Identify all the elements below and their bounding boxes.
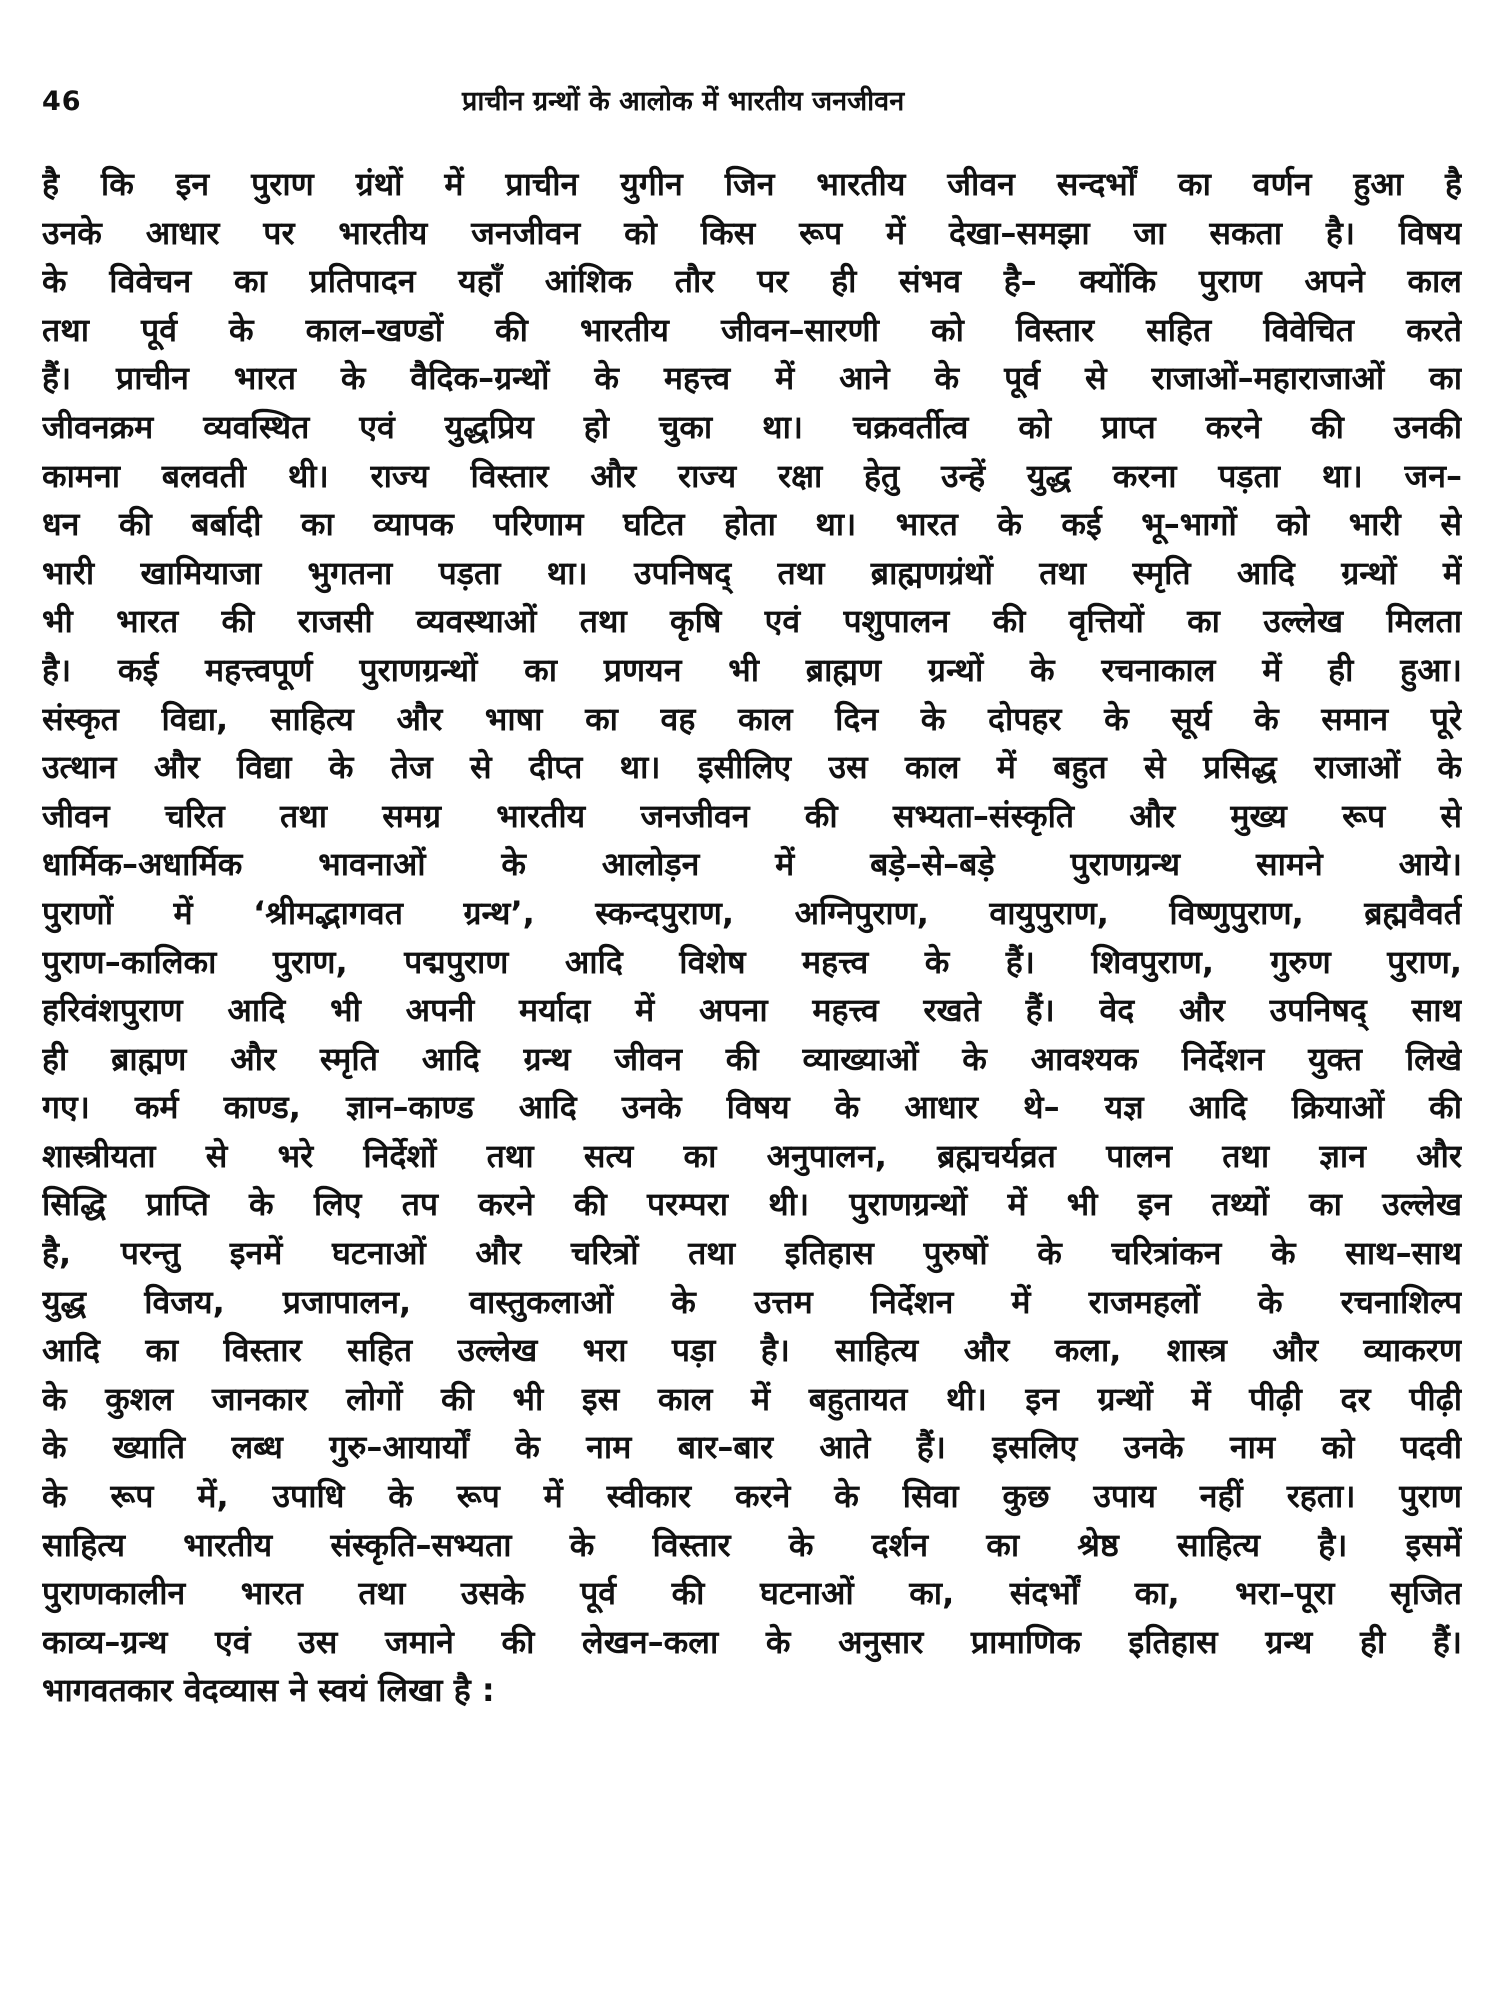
- text-line: जीवन चरित तथा समग्र भारतीय जनजीवन की सभ्यता–संस्कृति और मुख्य रूप से: [42, 796, 1462, 835]
- text-line: के कुशल जानकार लोगों की भी इस काल में बहुतायत थी। इन ग्रन्थों में पीढ़ी दर पीढ़ी: [42, 1379, 1462, 1418]
- text-line: उत्थान और विद्या के तेज से दीप्त था। इसीलिए उस काल में बहुत से प्रसिद्ध राजाओं के: [42, 748, 1462, 787]
- text-line: के विवेचन का प्रतिपादन यहाँ आंशिक तौर पर ही संभव है– क्योंकि पुराण अपने काल: [42, 262, 1462, 301]
- text-line: शास्त्रीयता से भरे निर्देशों तथा सत्य का अनुपालन, ब्रह्मचर्यव्रत पालन तथा ज्ञान और: [42, 1136, 1462, 1175]
- text-line: संस्कृत विद्या, साहित्य और भाषा का वह काल दिन के दोपहर के सूर्य के समान पूरे: [42, 699, 1462, 738]
- text-line: भागवतकार वेदव्यास ने स्वयं लिखा है :: [42, 1671, 495, 1710]
- page-header: [42, 82, 1458, 122]
- text-line: भी भारत की राजसी व्यवस्थाओं तथा कृषि एवं पशुपालन की वृत्तियों का उल्लेख मिलता: [42, 602, 1462, 641]
- text-line: सिद्धि प्राप्ति के लिए तप करने की परम्परा थी। पुराणग्रन्थों में भी इन तथ्यों का उल्लेख: [42, 1185, 1462, 1224]
- text-line: के ख्याति लब्ध गुरु–आयार्यों के नाम बार–बार आते हैं। इसलिए उनके नाम को पदवी: [42, 1428, 1462, 1467]
- text-line: युद्ध विजय, प्रजापालन, वास्तुकलाओं के उत्तम निर्देशन में राजमहलों के रचनाशिल्प: [42, 1282, 1462, 1321]
- text-line: साहित्य भारतीय संस्कृति–सभ्यता के विस्तार के दर्शन का श्रेष्ठ साहित्य है। इसमें: [42, 1525, 1462, 1564]
- text-line: आदि का विस्तार सहित उल्लेख भरा पड़ा है। साहित्य और कला, शास्त्र और व्याकरण: [42, 1331, 1462, 1370]
- running-title: प्राचीन ग्रन्थों के आलोक में भारतीय जनजीवन: [462, 86, 905, 117]
- text-line: गए। कर्म काण्ड, ज्ञान–काण्ड आदि उनके विषय के आधार थे– यज्ञ आदि क्रियाओं की: [42, 1088, 1462, 1127]
- text-line: पुराणकालीन भारत तथा उसके पूर्व की घटनाओं का, संदर्भों का, भरा–पूरा सृजित: [42, 1574, 1462, 1613]
- text-line: भारी खामियाजा भुगतना पड़ता था। उपनिषद् तथा ब्राह्मणग्रंथों तथा स्मृति आदि ग्रन्थों में: [42, 553, 1462, 592]
- text-line: धार्मिक–अधार्मिक भावनाओं के आलोड़न में बड़े–से–बड़े पुराणग्रन्थ सामने आये।: [42, 845, 1462, 884]
- page-number: 46: [42, 86, 82, 117]
- text-line: तथा पूर्व के काल–खण्डों की भारतीय जीवन–सारणी को विस्तार सहित विवेचित करते: [42, 310, 1462, 349]
- text-line: कामना बलवती थी। राज्य विस्तार और राज्य रक्षा हेतु उन्हें युद्ध करना पड़ता था। जन–: [42, 456, 1462, 495]
- text-line: है कि इन पुराण ग्रंथों में प्राचीन युगीन जिन भारतीय जीवन सन्दर्भों का वर्णन हुआ है: [42, 165, 1462, 203]
- text-line: पुराण–कालिका पुराण, पद्मपुराण आदि विशेष महत्त्व के हैं। शिवपुराण, गुरुण पुराण,: [42, 942, 1462, 981]
- text-line: जीवनक्रम व्यवस्थित एवं युद्धप्रिय हो चुका था। चक्रवर्तीत्व को प्राप्त करने की उनकी: [42, 407, 1462, 446]
- text-line: धन की बर्बादी का व्यापक परिणाम घटित होता था। भारत के कई भू–भागों को भारी से: [42, 505, 1462, 544]
- text-line: उनके आधार पर भारतीय जनजीवन को किस रूप में देखा–समझा जा सकता है। विषय: [42, 213, 1462, 252]
- text-line: के रूप में, उपाधि के रूप में स्वीकार करने के सिवा कुछ उपाय नहीं रहता। पुराण: [42, 1477, 1462, 1516]
- body-text: [42, 160, 1462, 1715]
- text-line: है। कई महत्त्वपूर्ण पुराणग्रन्थों का प्रणयन भी ब्राह्मण ग्रन्थों के रचनाकाल में ही हुआ।: [42, 650, 1462, 689]
- text-line: ही ब्राह्मण और स्मृति आदि ग्रन्थ जीवन की व्याख्याओं के आवश्यक निर्देशन युक्त लिखे: [42, 1039, 1462, 1078]
- text-line: पुराणों में ‘श्रीमद्भागवत ग्रन्थ’, स्कन्दपुराण, अग्निपुराण, वायुपुराण, विष्णुपुराण, ब्रह्मवैवर्त: [42, 893, 1462, 932]
- text-line: हैं। प्राचीन भारत के वैदिक–ग्रन्थों के महत्त्व में आने के पूर्व से राजाओं–महाराजाओं का: [42, 359, 1462, 398]
- text-line: हरिवंशपुराण आदि भी अपनी मर्यादा में अपना महत्त्व रखते हैं। वेद और उपनिषद् साथ: [42, 991, 1462, 1030]
- text-line: है, परन्तु इनमें घटनाओं और चरित्रों तथा इतिहास पुरुषों के चरित्रांकन के साथ–साथ: [42, 1234, 1462, 1273]
- text-line: काव्य–ग्रन्थ एवं उस जमाने की लेखन–कला के अनुसार प्रामाणिक इतिहास ग्रन्थ ही हैं।: [42, 1622, 1462, 1661]
